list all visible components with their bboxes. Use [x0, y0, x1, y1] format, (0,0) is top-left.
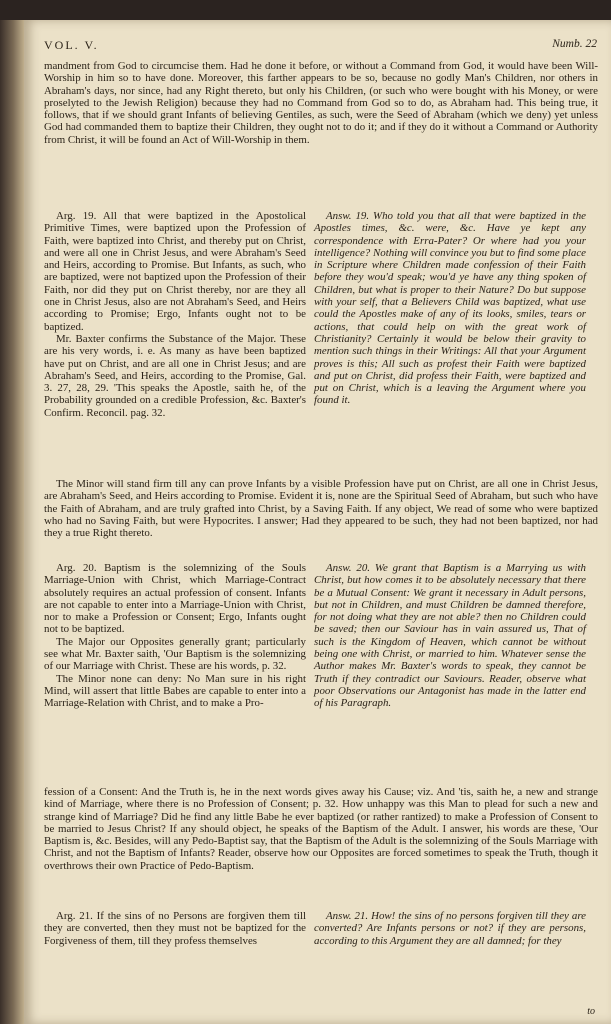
- answer-19: [314, 210, 586, 407]
- argument-21: [44, 910, 306, 947]
- continuation-20: [44, 786, 598, 872]
- running-header: [44, 38, 597, 54]
- answer-20: [314, 562, 586, 710]
- continuation-20-text: fession of a Consent: And the Truth is, he in the next words gives away his Cause; viz. And 'tis, saith he, a new and strange kind of Marriage, where there is no Profession of Consent; p. 32. How unhappy was this Man to plead for such a new and strange kind of Marriage? Did he find any little Babe he ever baptized (or rather rantized) to make a Profession of Consent to be married to Jesus Christ? If any should object, he speaks of the Baptism of the Adult. I answer, his words are these, 'Our Baptism is, &c. Besides, will any Pedo-Baptist say, that the Baptism of the Adult is the solemnizing of the Souls Marriage with Christ, and not the Baptism of Infants? Reader, observe how our Opposites are forced sometimes to speak the Truth, though it overthrows their own Practice of Pedo-Baptism.: [44, 786, 598, 872]
- catchword: to: [587, 1006, 595, 1017]
- answer-21: [314, 910, 586, 947]
- number-label: Numb. 22: [552, 38, 597, 50]
- volume-label: VOL. V.: [44, 38, 99, 52]
- argument-19-major: Arg. 19. All that were baptized in the Apostolical Primitive Times, were baptized upon the Profession of Faith, were baptized into Christ, and thereby put on Christ, and were all one in Christ Jesus, and were Abraham's Seed and Heirs, according to Promise. But Infants, as such, who are baptized, were not baptized upon the Profession of their Faith, nor did they put on Christ thereby, nor are they all one in Christ Jesus, also are not Abraham's Seed, and Heirs according to Promise; Ergo, Infants ought not to be baptized.: [44, 210, 306, 333]
- argument-20-baxter: The Major our Opposites generally grant; particularly see what Mr. Baxter saith, 'Our Baptism is the solemnizing of our Marriage with Christ. These are his words, p. 32.: [44, 635, 306, 673]
- argument-20-minor: The Minor none can deny: No Man sure in his right Mind, will assert that little Babes are capable to enter into a Marriage-Relation with Christ, and to make a Pro-: [44, 672, 306, 710]
- intro-paragraph: [44, 60, 598, 146]
- answer-20-text: Answ. 20. We grant that Baptism is a Marrying us with Christ, but how comes it to be absolutely necessary that there be a Mutual Consent: We grant it necessary in Adult persons, but not in Children, and must Children be damned therefore, for not doing what they are not able? then no Children could be saved; then our Saviour has in vain assured us, That of such is the Kingdom of Heaven, which cannot be without being one with Christ, or married to him. Whatever sense the Author makes Mr. Baxter's words to speak, they cannot be Truth if they contradict our Saviours. Reader, observe what poor Observations our Antagonist has made in the latter end of his Paragraph.: [314, 562, 586, 710]
- argument-21-text: Arg. 21. If the sins of no Persons are forgiven them till they are converted, then they must not be baptized for the Forgiveness of them, till they profess themselves: [44, 910, 306, 947]
- argument-20: [44, 562, 306, 710]
- answer-19-text: Answ. 19. Who told you that all that were baptized in the Apostles times, &c. were, &c. Have ye kept any correspondence with Erra-Pater? Or where had you your intelligence? Nothing will convince you but to find some place in Scripture where Children made confession of their Faith before they wou'd speak; wou'd ye have any thing spoken of Children, but what is proper to their Nature? Do but suppose with your self, that a Believers Child was baptized, what use could the Apostles make of any of its looks, smiles, tears or actions, that could help on with the great work of Christianity? Certainly it would be below their gravity to mention such things in their Writings: All that your Argument proves is this; All such as profest their Faith were baptized and put on Christ, did profess their Faith, were baptized and put on Christ, which is a leaving the Argument where you found it.: [314, 210, 586, 407]
- book-gutter: [0, 20, 24, 1024]
- argument-19-baxter: Mr. Baxter confirms the Substance of the Major. These are his very words, i. e. As many as have been baptized have put on Christ, and are all one in Christ Jesus; and are Abraham's Seed, and Heirs, according to the Promise, Gal. 3. 27, 28, 29. 'This speaks the Apostle, saith he, of the Probability grounded on a credible Profession, &c. Baxter's Confirm. Reconcil. pag. 32.: [44, 332, 306, 419]
- argument-20-major: Arg. 20. Baptism is the solemnizing of the Souls Marriage-Union with Christ, which Marriage-Contract absolutely requires an actual profession of consent. Infants are not capable to enter into a Marriage-Union with Christ, nor to make a Profession or Consent; Ergo, Infants ought not to be baptized.: [44, 562, 306, 636]
- minor-19-paragraph: [44, 478, 598, 539]
- minor-19-text: The Minor will stand firm till any can prove Infants by a visible Profession have put on Christ, are all one in Christ Jesus, are Abraham's Seed, and Heirs according to Promise. Evident it is, none are the Spiritual Seed of Abraham, but such who have the Faith of Abraham, and are truly grafted into Christ, by a Saving Faith. If any object, We read of some who were baptized who had no Saving Faith, but were Hypocrites. I answer; Had they appeared to be such, they had not been baptized, nor had they a true Right thereto.: [44, 478, 598, 540]
- answer-21-text: Answ. 21. How! the sins of no persons forgiven till they are converted? Are Infants persons or not? if they are persons, according to this Argument they are all damned; for they: [314, 910, 586, 947]
- intro-text: mandment from God to circumcise them. Had he done it before, or without a Command from God, it would have been Will-Worship in him so to have done. Moreover, this farther appears to be so, because no godly Man's Children, nor others in Abraham's days, nor since, had any Right thereto, but only his Children, (or such who were bought with his Money, or were proselyted to the Jewish Religion) because they had no Command from God so to do, as Abraham had. This being true, it follows, that if we should grant Infants of believing Gentiles, as such, were the Seed of Abraham (which we deny) yet unless God had commanded them to baptize their Children, they ought not to do it; and if they do it without a Command or Authority from Christ, it will be found an Act of Will-Worship in them.: [44, 60, 598, 146]
- argument-19: [44, 210, 306, 419]
